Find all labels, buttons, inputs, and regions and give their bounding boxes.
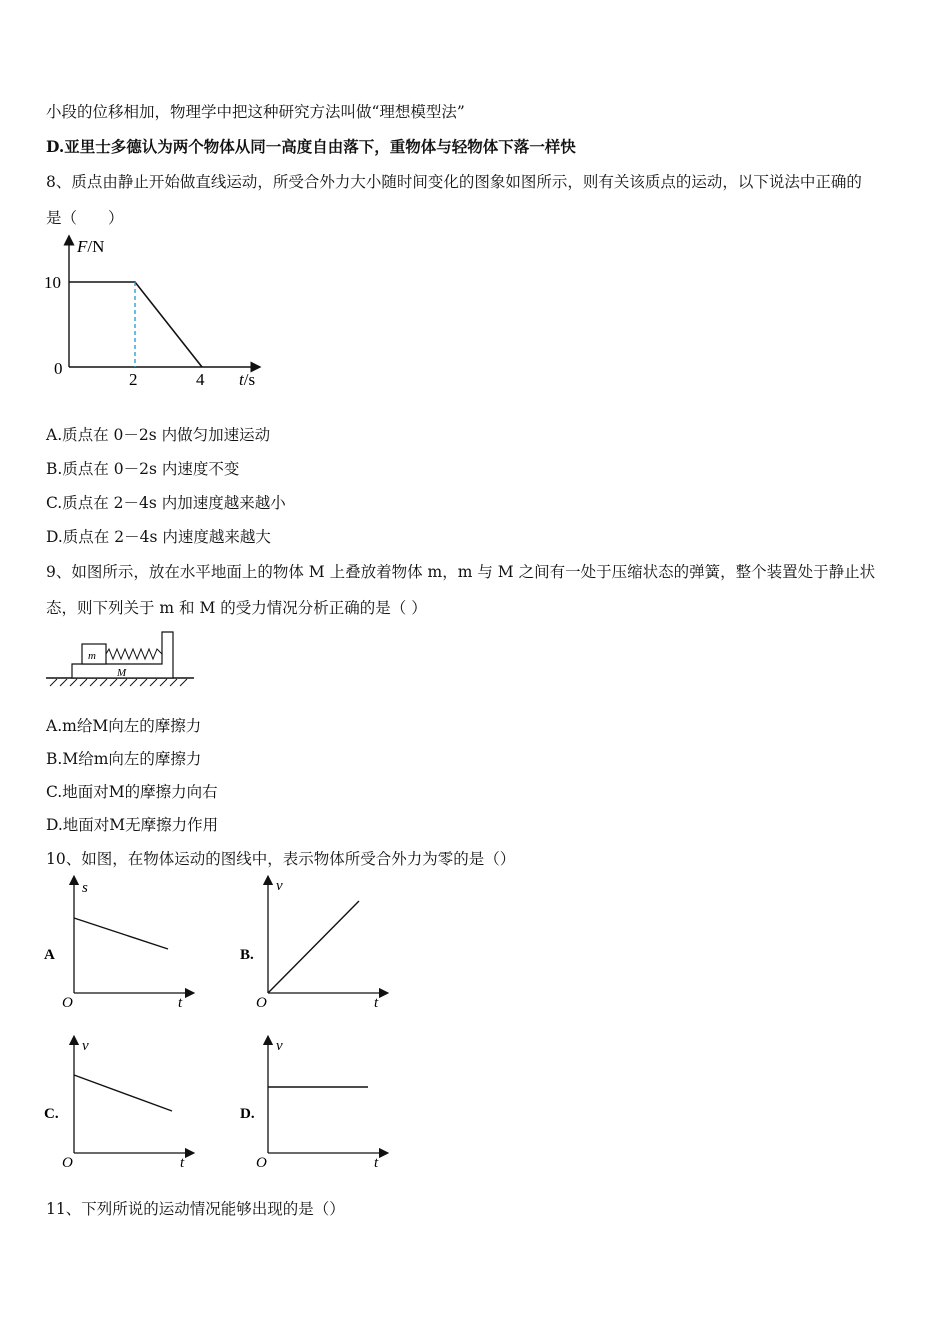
q10-graph-c (40, 1034, 200, 1174)
q8-x-label: t/s (239, 370, 256, 389)
q10b-y-label: v (276, 878, 283, 894)
q9-option-c: C.地面对M的摩擦力向右 (46, 783, 218, 801)
q9-ground-hatching (50, 679, 187, 686)
q9-option-b: B.M给m向左的摩擦力 (46, 750, 202, 768)
q9-option-a: A.m给M向左的摩擦力 (46, 717, 202, 735)
q10d-option-label: D. (240, 1106, 255, 1122)
q10b-origin: O (256, 995, 267, 1011)
q8-x-tick-4: 4 (196, 370, 205, 389)
q10c-curve (74, 1075, 172, 1111)
q8-option-c: C.质点在 2－4s 内加速度越来越小 (46, 494, 286, 512)
q8-option-a: A.质点在 0－2s 内做匀加速运动 (46, 426, 271, 444)
q10d-y-label: v (276, 1038, 283, 1054)
q10b-x-label: t (374, 995, 379, 1011)
intro-line-2: D.亚里士多德认为两个物体从同一高度自由落下，重物体与轻物体下落一样快 (46, 137, 576, 156)
q8-option-d: D.质点在 2－4s 内速度越来越大 (46, 528, 271, 546)
q8-y-label: F/N (77, 237, 105, 256)
q10c-y-label: v (82, 1038, 89, 1054)
q9-spring (106, 649, 162, 659)
q9-label-m: m (88, 650, 96, 662)
q10-graph-b (236, 874, 396, 1014)
q8-x-tick-2: 2 (129, 370, 138, 389)
q10-graph-d (236, 1034, 396, 1174)
q11-stem: 11、下列所说的运动情况能够出现的是（） (46, 1200, 345, 1218)
q9-stem-line-1: 9、如图所示，放在水平地面上的物体 M 上叠放着物体 m，m 与 M 之间有一处于压缩状态的弹簧，整个装置处于静止状 (46, 563, 876, 581)
q8-origin-label: 0 (54, 359, 63, 378)
q9-stem-line-2: 态，则下列关于 m 和 M 的受力情况分析正确的是（ ） (46, 599, 427, 617)
q8-option-b: B.质点在 0－2s 内速度不变 (46, 460, 240, 478)
q8-stem-line-1: 8、质点由静止开始做直线运动，所受合外力大小随时间变化的图象如图所示，则有关该质点的运动，以下说法中正确的 (46, 173, 862, 191)
q10c-x-label: t (180, 1155, 185, 1171)
q10d-x-label: t (374, 1155, 379, 1171)
q9-spring-blocks-figure (44, 628, 196, 688)
q10-graph-a (40, 874, 200, 1014)
q8-force-time-graph (40, 232, 270, 392)
intro-line-1: 小段的位移相加，物理学中把这种研究方法叫做“理想模型法” (46, 103, 465, 121)
q10c-option-label: C. (44, 1106, 59, 1122)
q10b-option-label: B. (240, 947, 254, 963)
q10a-x-label: t (178, 995, 183, 1011)
q10b-curve (268, 901, 359, 993)
q10d-origin: O (256, 1155, 267, 1171)
q10c-origin: O (62, 1155, 73, 1171)
q8-stem-line-2: 是（ ） (46, 209, 124, 227)
q10a-curve (74, 918, 168, 949)
q8-y-tick-10: 10 (44, 273, 61, 292)
q9-option-d: D.地面对M无摩擦力作用 (46, 816, 219, 834)
q10a-option-label: A (44, 947, 55, 963)
q10-stem: 10、如图，在物体运动的图线中，表示物体所受合外力为零的是（） (46, 850, 516, 868)
q9-label-M: M (117, 667, 127, 679)
q10a-y-label: s (82, 880, 88, 896)
q10a-origin: O (62, 995, 73, 1011)
